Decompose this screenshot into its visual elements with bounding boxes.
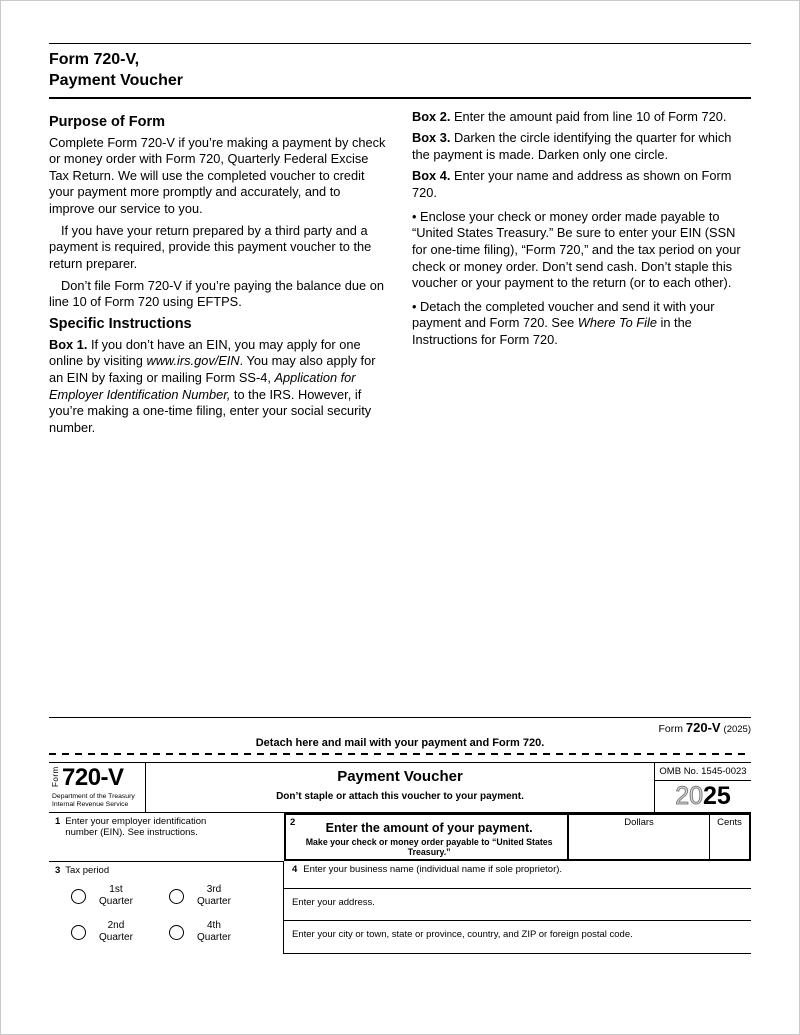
cents-label: Cents (717, 816, 742, 828)
quarter-4th-word: Quarter (197, 932, 231, 944)
bullet-detach-voucher (412, 299, 751, 349)
bullet-enclose-check: • Enclose your check or money order made payable to “United States Treasury.” Be sure to enter your EIN (SSN for one-time filing), “Form 720,” and the tax period on your check or money order. Don’t send cash. Don’t staple this voucher or your payment to the return (or to each other). (412, 208, 741, 291)
voucher-row-ein-amount (49, 813, 751, 861)
year-solid-digits: 25 (703, 781, 731, 810)
instructions-columns (49, 109, 751, 442)
tax-period-label-row (55, 865, 277, 876)
quarter-1st-word: Quarter (99, 896, 133, 908)
box2-text: Enter the amount paid from line 10 of Form 720. (453, 108, 727, 124)
footer-form-year: (2025) (723, 724, 751, 735)
box2-instruction (412, 109, 751, 126)
treasury-department-label (52, 793, 143, 811)
purpose-paragraph-2: If you have your return prepared by a third party and a payment is required, provide this payment voucher to the return preparer. (49, 222, 372, 271)
voucher-row-taxperiod-address (49, 861, 751, 954)
bullet2-text-pre: • Detach the completed voucher and send it with your payment and Form 720. See (412, 298, 715, 331)
footer-rule (49, 717, 751, 718)
ss4-title-text: Application for Employer Identification Number, (49, 370, 356, 402)
quarter-option-2nd (71, 920, 169, 945)
detach-instruction: Detach here and mail with your payment and Form 720. (255, 736, 545, 749)
box1-text-pre: If you don’t have an EIN, you may apply for one online by visiting (49, 336, 361, 369)
quarter-2nd-label (99, 920, 133, 945)
purpose-paragraph-3: Don’t file Form 720-V if you’re paying the balance due on line 10 of Form 720 using EFTPS. (49, 277, 384, 310)
voucher-form-number: 720-V (62, 763, 124, 791)
voucher-header-row (49, 763, 751, 813)
quarter-4th-num: 4th (207, 919, 221, 931)
box4-text: Enter your name and address as shown on Form 720. (412, 168, 732, 201)
box1-label: Box 1. (49, 336, 88, 352)
quarter-options (55, 884, 277, 945)
quarter-1st-radio[interactable] (71, 889, 86, 904)
payment-amount-caption-text (295, 817, 563, 857)
quarter-2nd-num: 2nd (107, 919, 125, 931)
form-number-footer (49, 720, 751, 736)
city-state-zip-label: Enter your city or town, state or province, country, and ZIP or foreign postal code. (292, 928, 633, 940)
quarter-3rd-num: 3rd (206, 883, 222, 895)
footer-form-word: Form (658, 723, 683, 735)
right-column (412, 109, 751, 442)
box1-text-mid: . You may also apply for an EIN by faxing or mailing Form SS-4, (49, 353, 376, 386)
quarter-option-3rd (169, 884, 267, 909)
voucher-title-cell (146, 763, 654, 812)
address-label: Enter your address. (292, 896, 375, 908)
page-title-line2: Payment Voucher (49, 71, 183, 89)
dollars-field[interactable] (567, 815, 709, 859)
cents-field[interactable] (709, 815, 749, 859)
voucher-subtitle: Don’t staple or attach this voucher to your payment. (276, 790, 524, 802)
left-column (49, 109, 388, 442)
omb-number: OMB No. 1545-0023 (655, 763, 751, 781)
title-rule (49, 97, 751, 99)
purpose-paragraph-1: Complete Form 720-V if you’re making a payment by check or money order with Form 720, Quarterly Federal Excise Tax Return. We will use the completed voucher to credit your payment more promptly and accurately, and to improve our service to you. (49, 134, 386, 217)
box1-instruction (49, 337, 388, 437)
voucher-form-id-cell (49, 763, 146, 812)
footer-form-number: 720-V (685, 720, 721, 735)
payment-amount-box (284, 813, 751, 861)
dollars-label: Dollars (624, 816, 654, 828)
page-title (49, 44, 751, 97)
where-to-file-text: Where To File (577, 315, 657, 331)
irs-gov-ein-text: www.irs.gov/EIN (146, 353, 240, 369)
quarter-3rd-label (197, 884, 231, 909)
quarter-2nd-word: Quarter (99, 932, 133, 944)
payment-amount-subtitle: Make your check or money order payable to “United States Treasury.” (305, 836, 553, 857)
form-year-2025 (655, 781, 751, 812)
tax-period-label: Tax period (65, 864, 110, 876)
city-state-zip-field[interactable] (284, 921, 751, 954)
box3-text: Darken the circle identifying the quarter for which the payment is made. Darken only one circle. (412, 130, 732, 162)
quarter-2nd-radio[interactable] (71, 925, 86, 940)
voucher-title: Payment Voucher (337, 767, 463, 785)
year-outline-digits: 20 (675, 781, 703, 810)
tax-period-section (49, 861, 284, 954)
box2-label: Box 2. (412, 108, 451, 124)
box3-instruction (412, 130, 751, 163)
quarter-option-1st (71, 884, 169, 909)
box3-number: 3 (55, 864, 61, 876)
quarter-1st-label (99, 884, 133, 909)
quarter-option-4th (169, 920, 267, 945)
purpose-of-form-heading: Purpose of Form (49, 113, 166, 130)
business-name-field[interactable] (284, 861, 751, 889)
dept-line2: Internal Revenue Service (52, 801, 129, 809)
instructions-section (49, 1, 751, 442)
specific-instructions-heading: Specific Instructions (49, 315, 192, 332)
box4-number: 4 (292, 863, 298, 875)
quarter-4th-radio[interactable] (169, 925, 184, 940)
omb-cell (654, 763, 751, 812)
ein-field-label: Enter your employer identification number (EIN). See instructions. (65, 815, 207, 839)
payment-amount-caption (286, 815, 567, 859)
cut-line (49, 753, 751, 755)
box3-label: Box 3. (412, 130, 451, 146)
page-title-line1: Form 720-V, (49, 51, 140, 68)
quarter-3rd-radio[interactable] (169, 889, 184, 904)
dept-line1: Department of the Treasury (52, 792, 135, 800)
ein-field[interactable] (49, 813, 284, 861)
box1-text-post: to the IRS. However, if you’re making a one-time filing, enter your social security number. (49, 386, 372, 435)
quarter-3rd-word: Quarter (197, 896, 231, 908)
name-address-section (284, 861, 751, 954)
business-name-label: Enter your business name (individual name if sole proprietor). (303, 863, 563, 875)
address-field[interactable] (284, 889, 751, 921)
box2-number: 2 (290, 816, 296, 828)
box4-instruction (412, 168, 751, 201)
quarter-4th-label (197, 920, 231, 945)
payment-amount-title: Enter the amount of your payment. (325, 820, 533, 835)
quarter-1st-num: 1st (109, 883, 123, 895)
box1-number: 1 (55, 815, 61, 827)
bullet2-text-mid: in the Instructions for Form 720. (412, 315, 692, 348)
voucher-section (49, 717, 751, 954)
box4-label: Box 4. (412, 168, 451, 184)
form-word-vertical: Form (51, 765, 60, 787)
payment-voucher (49, 762, 751, 954)
